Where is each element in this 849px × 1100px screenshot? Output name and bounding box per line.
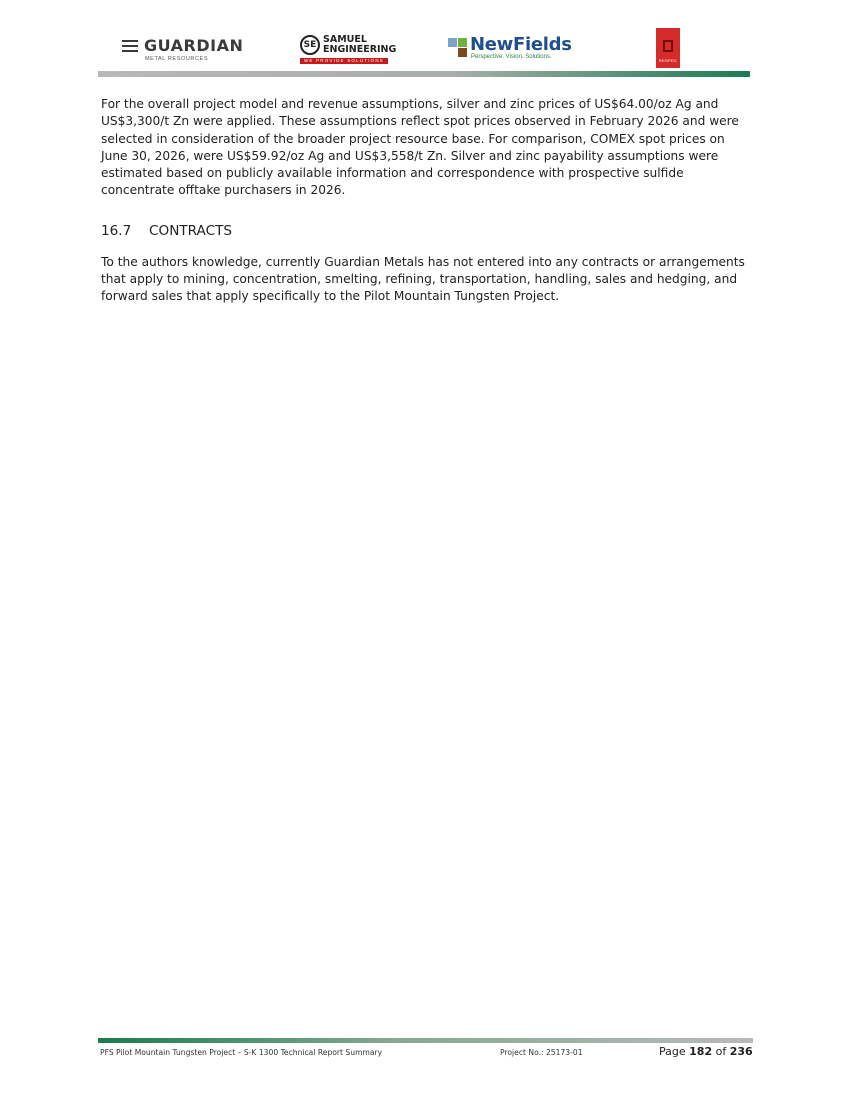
- guardian-logo-name: GUARDIAN: [144, 36, 244, 55]
- samuel-engineering-logo: [298, 34, 397, 64]
- page-current: 182: [689, 1045, 713, 1058]
- respec-logo: [656, 28, 680, 68]
- body-paragraph: To the authors knowledge, currently Guardian Metals has not entered into any contracts or arrangements that apply to mining, concentration, smelting, refining, transportation, handling, sales and hedging, and forward sales that apply specifically to the Pilot Mountain Tungsten Project.: [101, 254, 745, 304]
- page-of: of: [715, 1045, 727, 1058]
- section-number: 16.7: [101, 222, 132, 239]
- section-heading: [101, 222, 751, 240]
- samuel-logo-tagline: WE PROVIDE SOLUTIONS: [300, 58, 388, 64]
- samuel-logo-line2: ENGINEERING: [323, 43, 397, 55]
- footer-page-number: [659, 1045, 753, 1058]
- footer-report-title: PFS Pilot Mountain Tungsten Project – S-K 1300 Technical Report Summary: [100, 1048, 383, 1057]
- newfields-logo-name: NewFields: [470, 34, 572, 55]
- se-mark-icon: SE: [300, 35, 320, 55]
- page-word: Page: [659, 1045, 686, 1058]
- footer-rule: [98, 1038, 753, 1043]
- header-rule: [98, 71, 750, 77]
- guardian-mark-icon: [122, 40, 138, 52]
- page-total: 236: [729, 1045, 753, 1058]
- footer-project-number: Project No.: 25173-01: [500, 1048, 583, 1057]
- respec-logo-label: RESPEC: [658, 58, 678, 63]
- body-paragraph: For the overall project model and revenue assumptions, silver and zinc prices of US$64.00/oz Ag and US$3,300/t Zn were applied. These assumptions reflect spot prices observed in February 2026 and were selected in consideration of the broader project resource base. For comparison, COMEX spot prices on June 30, 2026, were US$59.92/oz Ag and US$3,558/t Zn. Silver and zinc payability assumptions were estimated based on publicly available information and correspondence with prospective sulfide concentrate offtake purchasers in 2026.: [101, 97, 739, 198]
- page-body: [101, 96, 751, 306]
- section-title: CONTRACTS: [149, 222, 233, 239]
- newfields-logo: [448, 34, 578, 64]
- newfields-squares-icon: [448, 38, 468, 58]
- newfields-logo-tagline: Perspective. Vision. Solutions.: [471, 54, 552, 60]
- respec-mark-icon: [663, 40, 673, 52]
- samuel-logo-text: [323, 35, 396, 54]
- guardian-logo-sub: METAL RESOURCES: [145, 56, 209, 62]
- guardian-logo: [122, 36, 242, 62]
- samuel-logo-line1: SAMUEL: [323, 34, 367, 45]
